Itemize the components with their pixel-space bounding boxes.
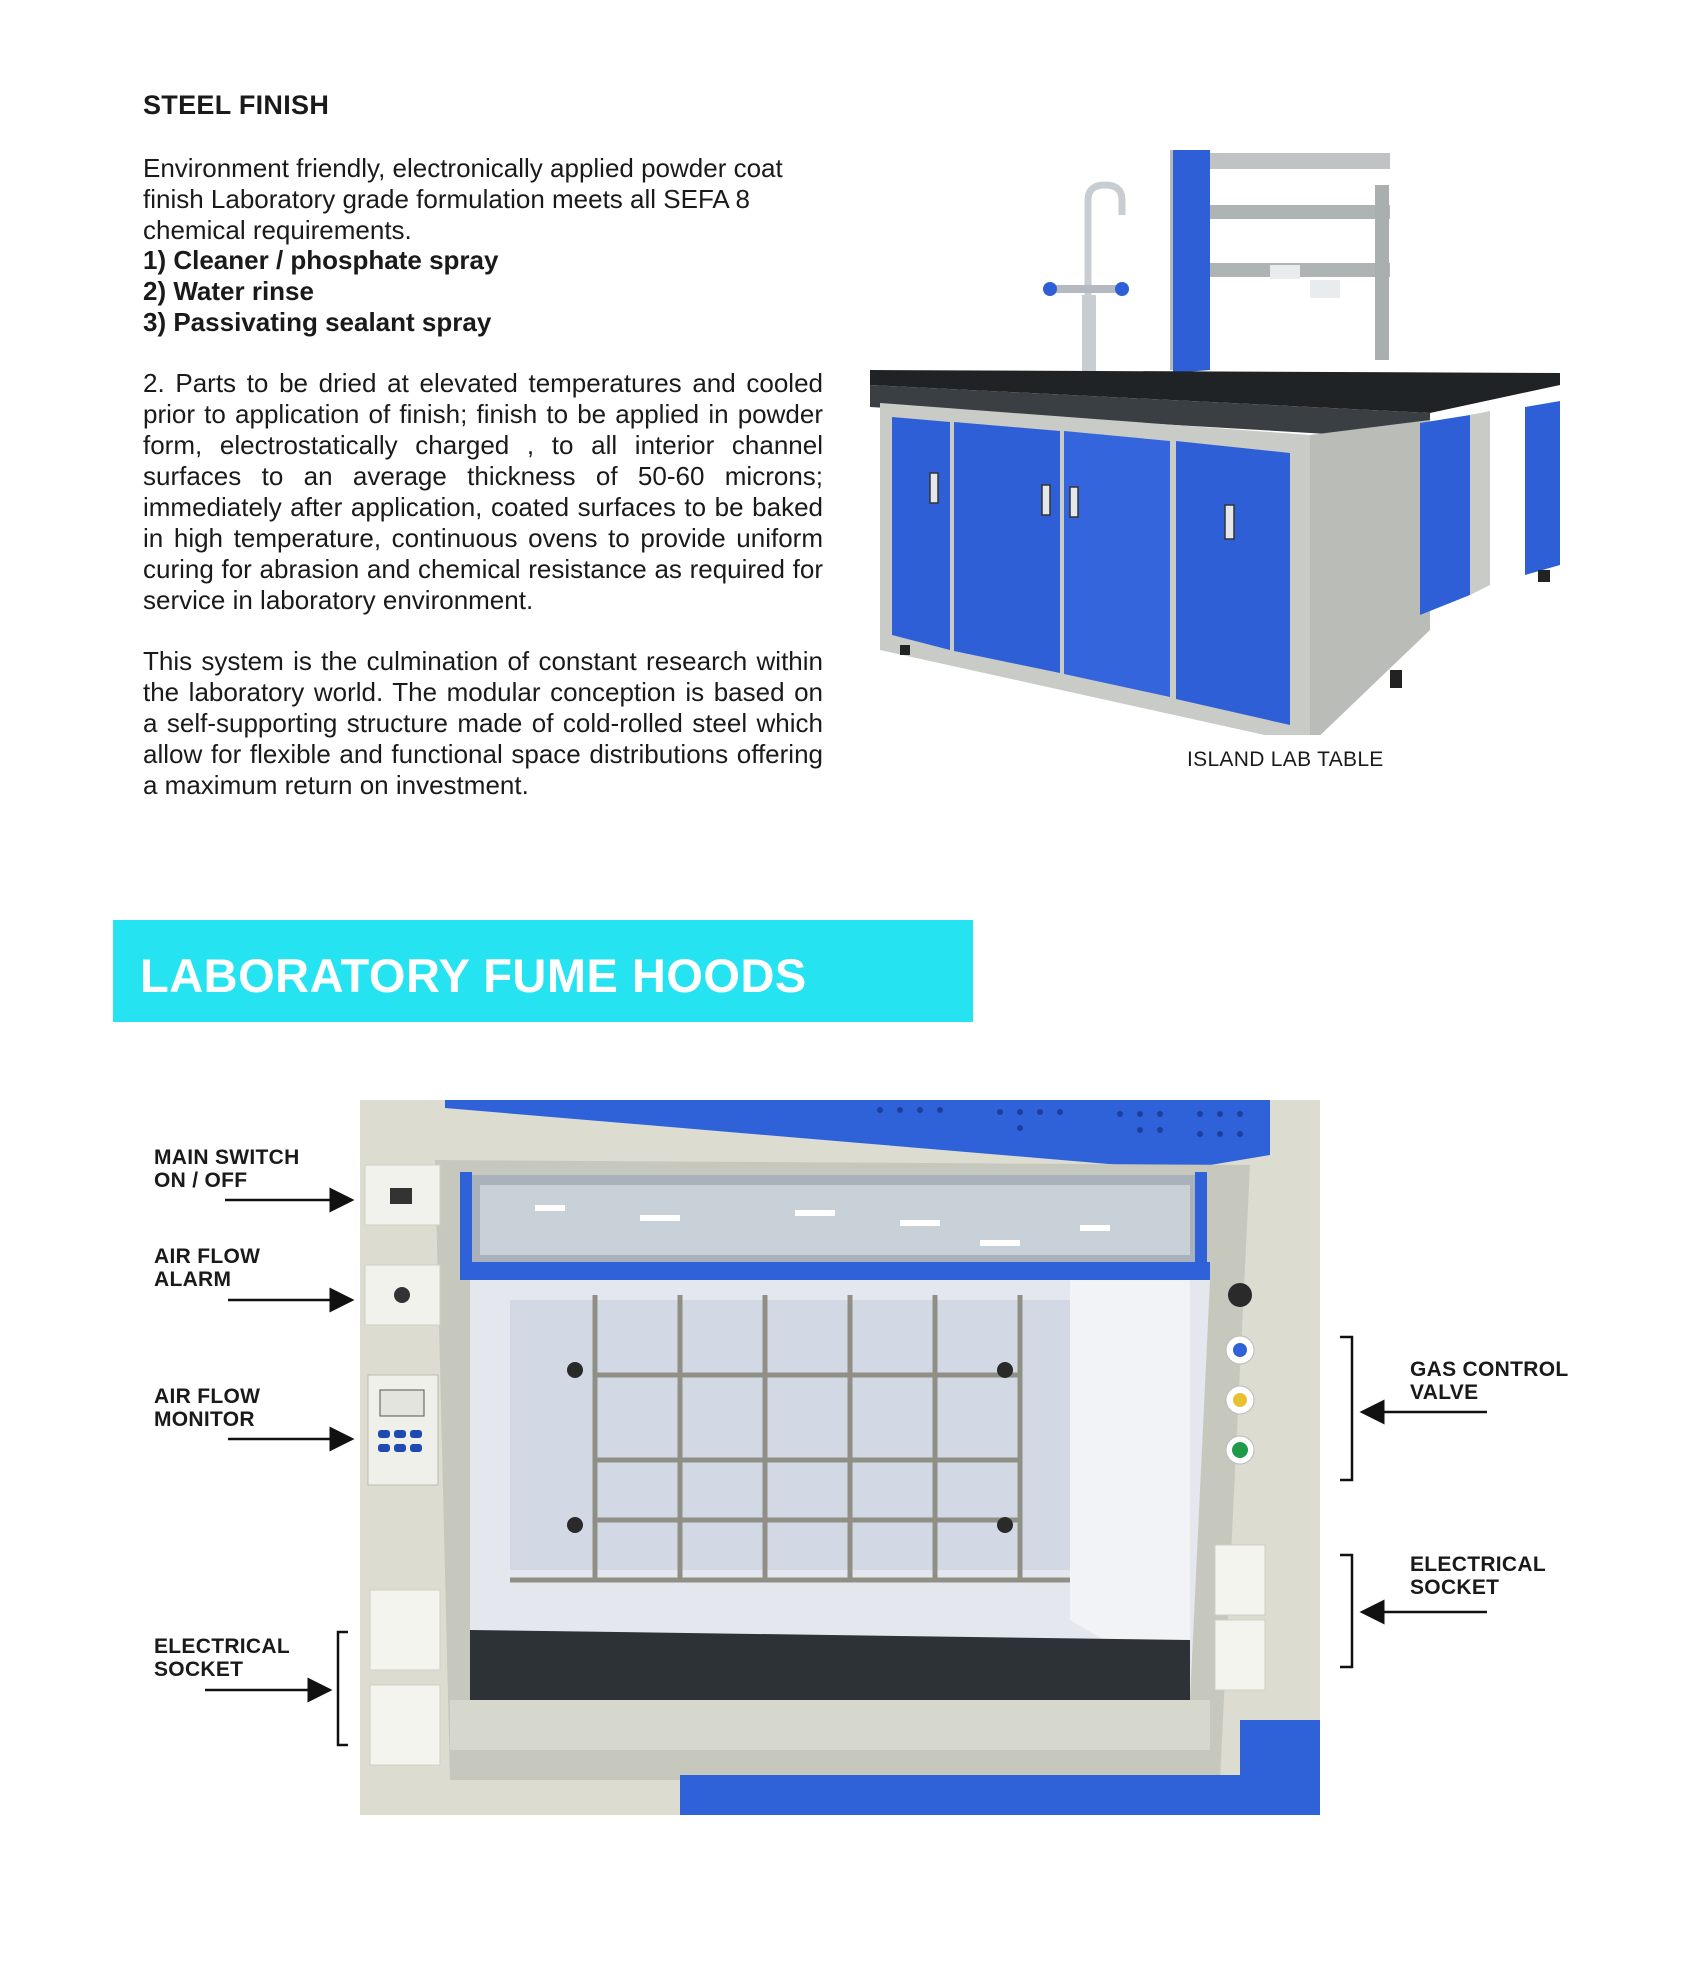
- main-switch-label: MAIN SWITCH ON / OFF: [154, 1146, 300, 1192]
- gas-control-valve-label: GAS CONTROL VALVE: [1410, 1358, 1569, 1404]
- system-paragraph: This system is the culmination of constant research within the laboratory world. The modular conception is based on a self-supporting structure made of cold-rolled steel which allow for flexible and functional space distributions offering a maximum return on investment.: [143, 646, 823, 800]
- electrical-socket-left-label: ELECTRICAL SOCKET: [154, 1635, 290, 1681]
- island-table-caption: ISLAND LAB TABLE: [1187, 748, 1384, 771]
- steel-finish-heading: STEEL FINISH: [143, 90, 330, 120]
- step-item: 2) Water rinse: [143, 276, 314, 306]
- step-item: 3) Passivating sealant spray: [143, 307, 492, 337]
- gas-valve-bracket: [1340, 1337, 1352, 1480]
- electrical-socket-right-label: ELECTRICAL SOCKET: [1410, 1553, 1546, 1599]
- left-socket-bracket: [338, 1632, 348, 1745]
- right-socket-bracket: [1340, 1555, 1352, 1667]
- step-item: 1) Cleaner / phosphate spray: [143, 245, 499, 275]
- air-flow-alarm-label: AIR FLOW ALARM: [154, 1245, 261, 1291]
- section-title: LABORATORY FUME HOODS: [140, 949, 807, 1002]
- air-flow-monitor-label: AIR FLOW MONITOR: [154, 1385, 261, 1431]
- steel-finish-intro: Environment friendly, electronically applied powder coat finish Laboratory grade formulation meets all SEFA 8 chemical requirements.: [143, 153, 783, 245]
- drying-paragraph: 2. Parts to be dried at elevated temperatures and cooled prior to application of finish; finish to be applied in powder form, electrostatically charged , to all interior channel surfaces to an average thickness of 50-60 microns; immediately after application, coated surfaces to be baked in high temperature, continuous ovens to provide uniform curing for abrasion and chemical resistance as required for service in laboratory environment.: [143, 368, 823, 615]
